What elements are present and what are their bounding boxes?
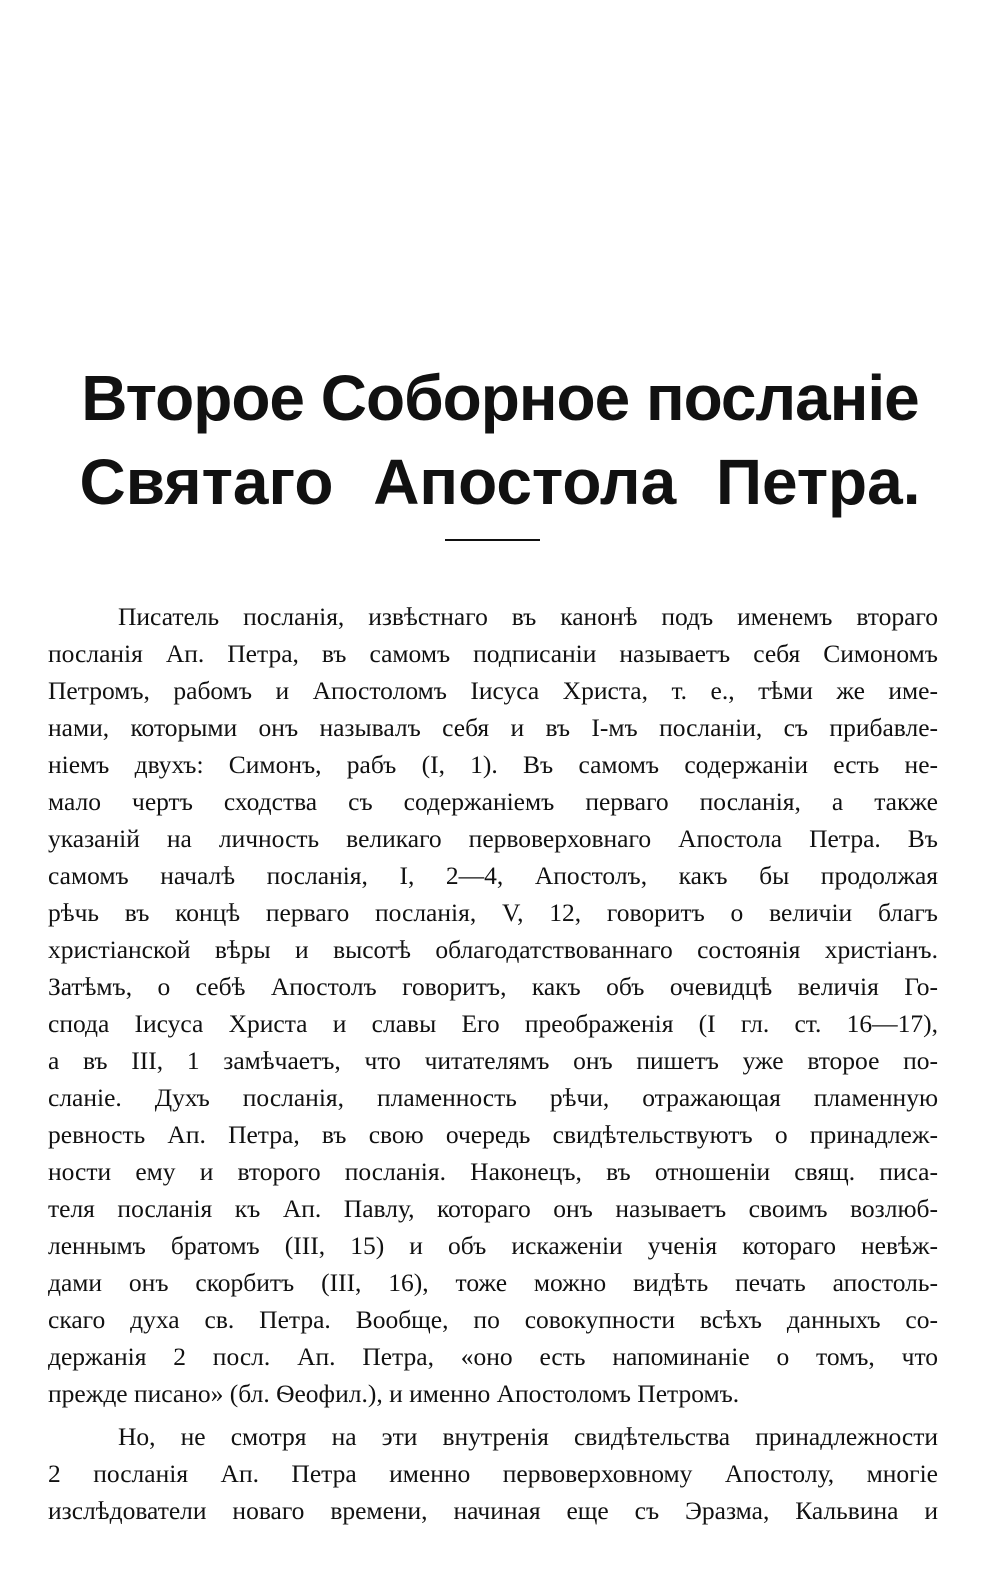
text-line: скаго духа св. Петра. Вообще, по совокупности всѣхъ данныхъ со-: [48, 1305, 938, 1334]
text-line: нами, которыми онъ называлъ себя и въ І-мъ посланіи, съ прибавле-: [48, 713, 938, 742]
text-line: Но, не смотря на эти внутренія свидѣтельства принадлежности: [118, 1422, 938, 1451]
text-line: сланіе. Духъ посланія, пламенность рѣчи, отражающая пламенную: [48, 1083, 938, 1112]
text-line: рѣчь въ концѣ перваго посланія, V, 12, говоритъ о величіи благъ: [48, 898, 938, 927]
text-line: дами онъ скорбитъ (III, 16), тоже можно видѣть печать апостоль-: [48, 1268, 938, 1297]
text-line: мало чертъ сходства съ содержаніемъ перваго посланія, а также: [48, 787, 938, 816]
text-line: леннымъ братомъ (III, 15) и объ искаженіи ученія котораго невѣж-: [48, 1231, 938, 1260]
text-line: указаній на личность великаго первоверховнаго Апостола Петра. Въ: [48, 824, 938, 853]
text-line: 2 посланія Ап. Петра именно первоверховному Апостолу, многіе: [48, 1459, 938, 1488]
text-line: держанія 2 посл. Ап. Петра, «оно есть напоминаніе о томъ, что: [48, 1342, 938, 1371]
text-line: а въ III, 1 замѣчаетъ, что читателямъ онъ пишетъ уже второе по-: [48, 1046, 938, 1075]
text-line: спода Іисуса Христа и славы Его преображенія (I гл. ст. 16—17),: [48, 1009, 938, 1038]
text-line: ревность Ап. Петра, въ свою очередь свидѣтельствуютъ о принадлеж-: [48, 1120, 938, 1149]
text-line: прежде писано» (бл. Ѳеофил.), и именно Апостоломъ Петромъ.: [48, 1379, 740, 1408]
text-line: теля посланія къ Ап. Павлу, котораго онъ называетъ своимъ возлюб-: [48, 1194, 938, 1223]
text-line: христіанской вѣры и высотѣ облагодатствованнаго состоянія христіанъ.: [48, 935, 938, 964]
text-line: Писатель посланія, извѣстнаго въ канонѣ подъ именемъ втораго: [118, 602, 938, 631]
text-line: Затѣмъ, о себѣ Апостолъ говоритъ, какъ объ очевидцѣ величія Го-: [48, 972, 938, 1001]
text-line: изслѣдователи новаго времени, начиная еще съ Эразма, Кальвина и: [48, 1496, 938, 1525]
text-line: посланія Ап. Петра, въ самомъ подписаніи называетъ себя Симономъ: [48, 639, 938, 668]
text-line: Петромъ, рабомъ и Апостоломъ Іисуса Христа, т. е., тѣми же име-: [48, 676, 938, 705]
page-title-line-2: Святаго Апостола Петра.: [79, 446, 921, 518]
title-divider: [445, 539, 540, 541]
page-title-line-1: Второе Соборное посланіе: [81, 362, 919, 434]
text-line: ности ему и второго посланія. Наконецъ, въ отношеніи свящ. писа-: [48, 1157, 938, 1186]
text-line: самомъ началѣ посланія, I, 2—4, Апостолъ, какъ бы продолжая: [48, 861, 938, 890]
text-line: ніемъ двухъ: Симонъ, рабъ (I, 1). Въ самомъ содержаніи есть не-: [48, 750, 938, 779]
